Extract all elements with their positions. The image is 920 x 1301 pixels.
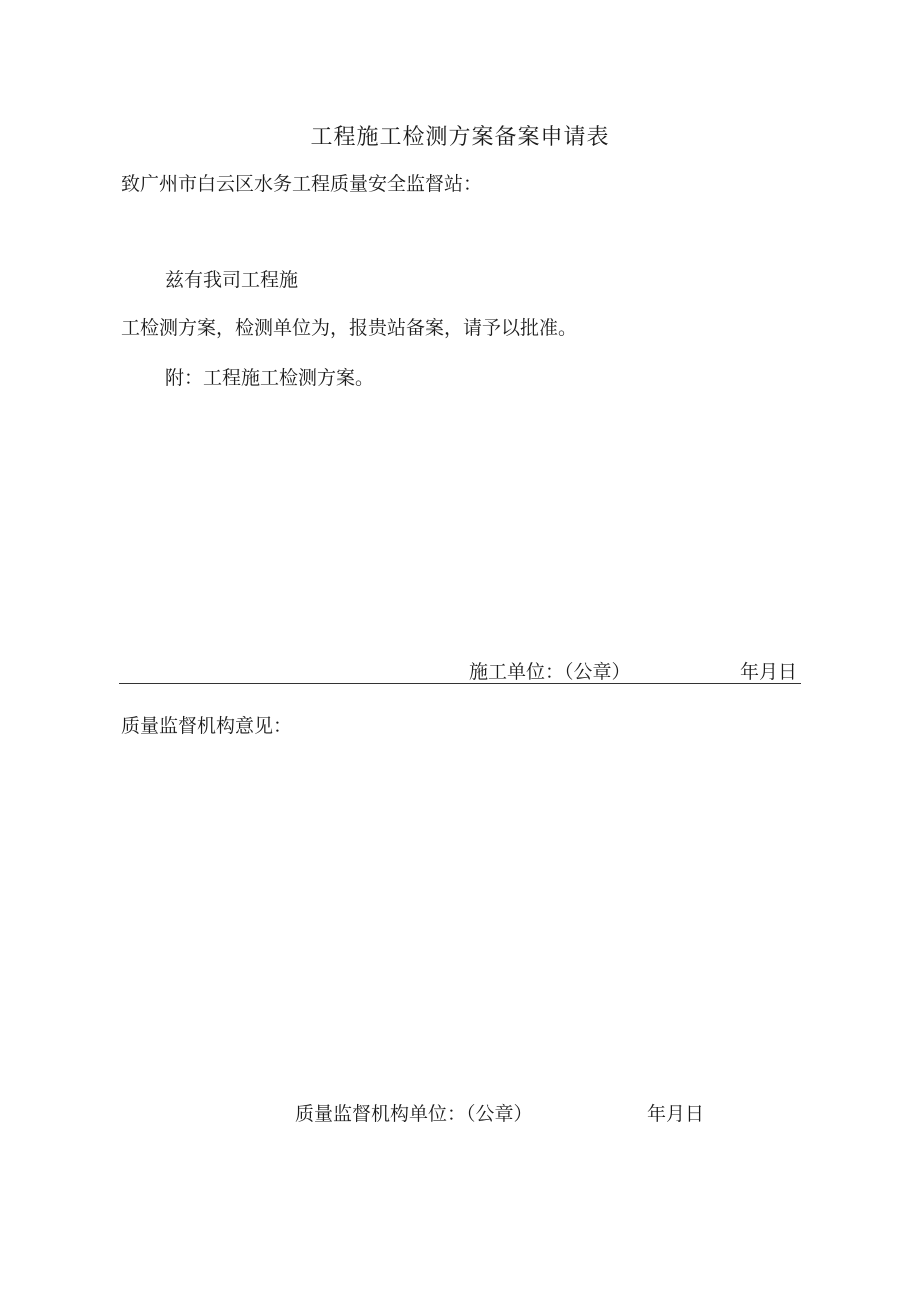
supervision-unit-seal-label: 质量监督机构单位：（公章） — [295, 1103, 533, 1125]
section-divider — [119, 683, 801, 684]
construction-date-label: 年月日 — [739, 661, 797, 683]
attachment-line: 附：工程施工检测方案。 — [165, 367, 375, 389]
construction-signature-row — [121, 657, 801, 683]
supervision-date-label: 年月日 — [647, 1103, 705, 1125]
document-title: 工程施工检测方案备案申请表 — [310, 125, 610, 150]
body-text-line-1: 兹有我司工程施 — [165, 269, 299, 291]
addressee-line: 致广州市白云区水务工程质量安全监督站： — [121, 173, 483, 195]
supervision-signature-row — [295, 1099, 725, 1125]
body-text-line-2: 工检测方案，检测单位为，报贵站备案，请予以批准。 — [121, 317, 578, 339]
supervision-opinion-label: 质量监督机构意见： — [121, 715, 293, 737]
construction-unit-seal-label: 施工单位：（公章） — [469, 661, 631, 683]
